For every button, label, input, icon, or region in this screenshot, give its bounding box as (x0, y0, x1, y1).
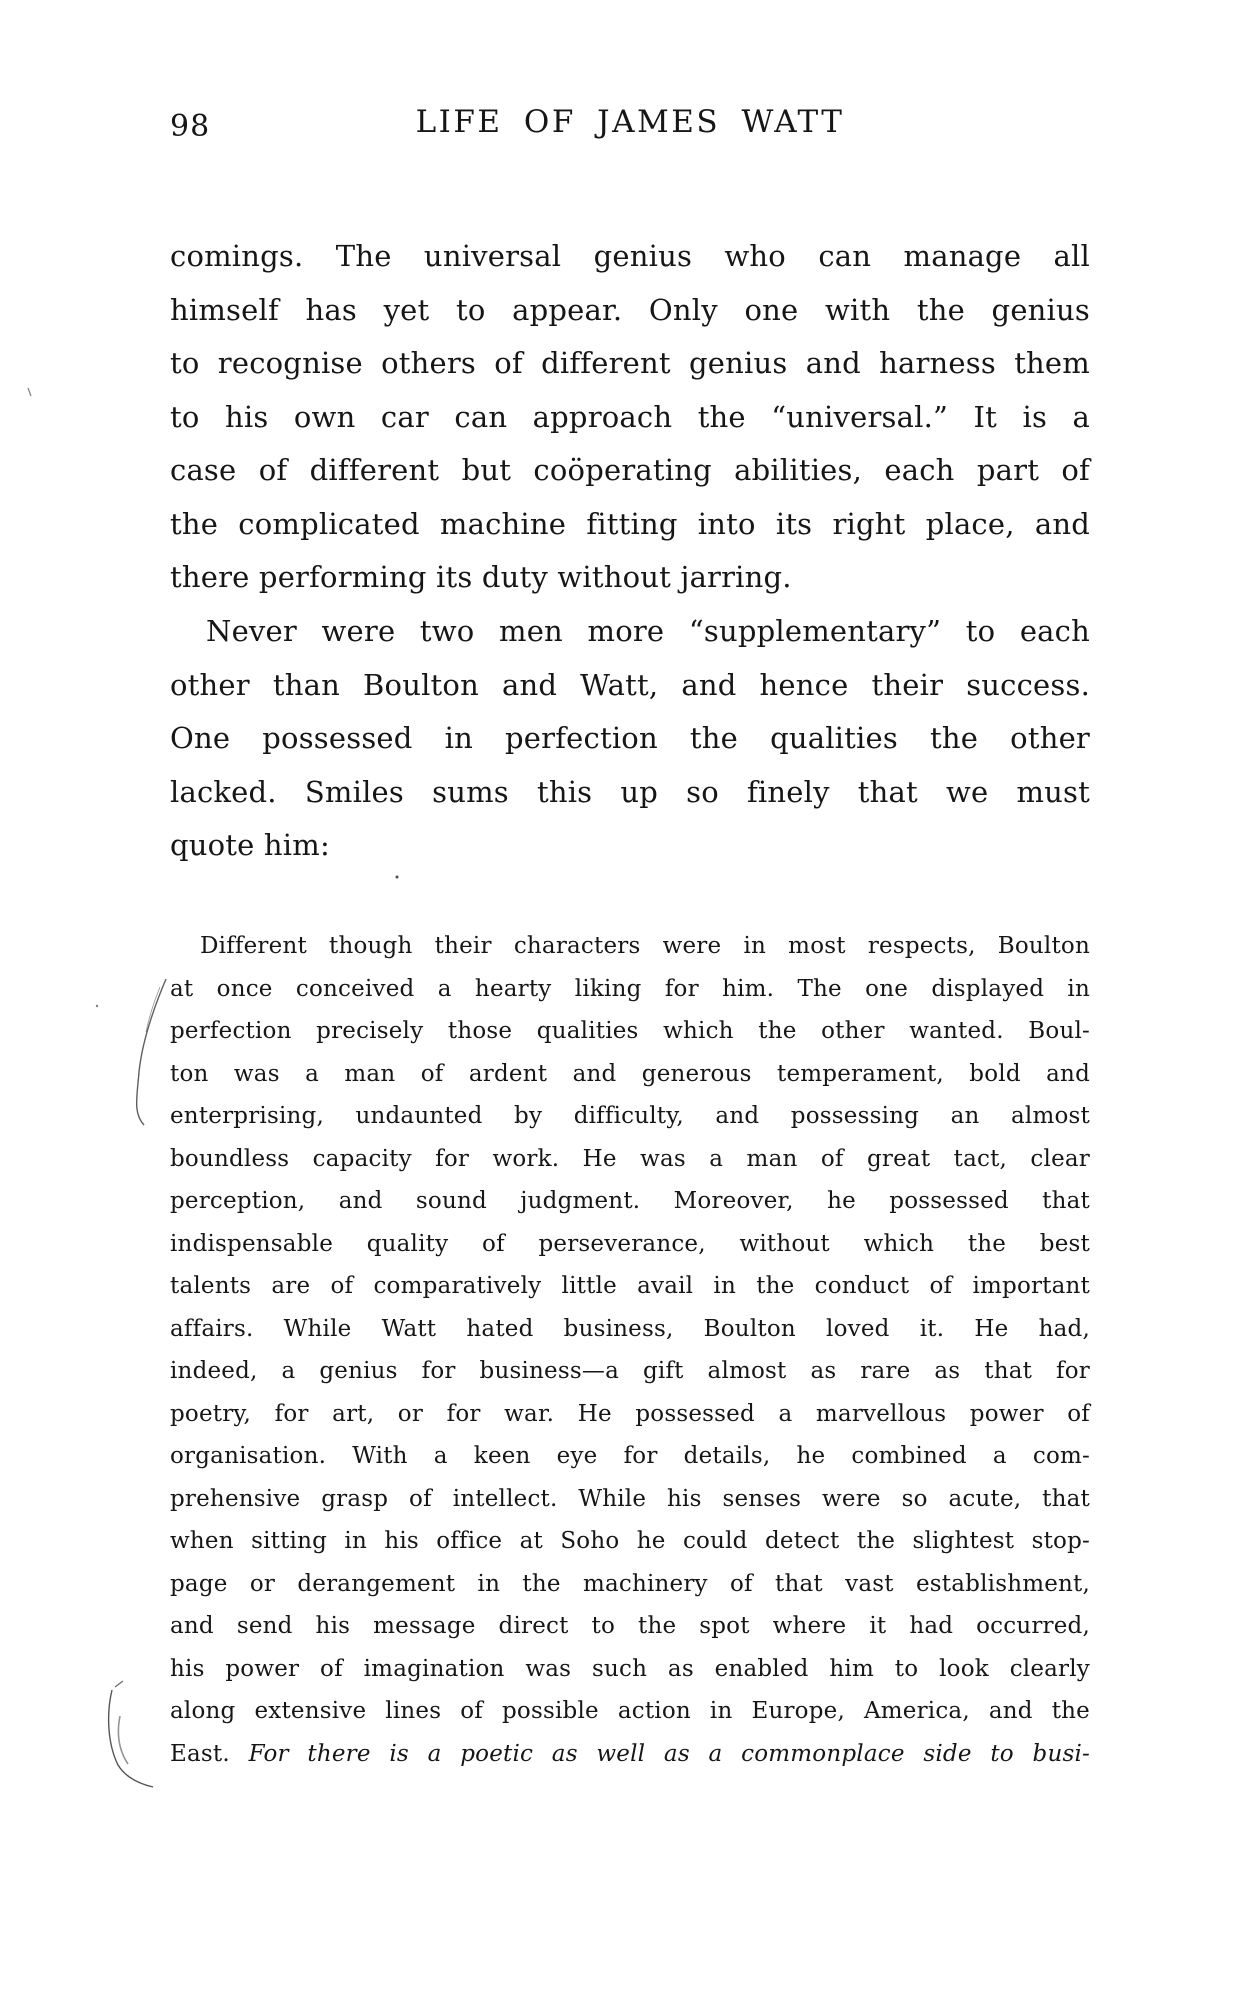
text-line: quote him: (170, 828, 330, 862)
text-line: perfection precisely those qualities which the other wanted. Boul- (170, 1018, 1090, 1044)
margin-pen-stroke-lower (109, 1690, 153, 1787)
text-line: page or derangement in the machinery of that vast establishment, (170, 1570, 1090, 1597)
edge-speck (28, 388, 31, 396)
text-line: One possessed in perfection the qualities the other (170, 721, 1090, 755)
pen-tick (115, 1681, 123, 1687)
text-line: comings. The universal genius who can manage all (170, 239, 1090, 273)
text-line: at once conceived a hearty liking for him. The one displayed in (170, 975, 1090, 1002)
text-line: talents are of comparatively little avail in the conduct of important (170, 1273, 1090, 1299)
ink-speck (96, 1005, 98, 1007)
text-line: the complicated machine fitting into its right place, and (170, 506, 1090, 541)
page-header (170, 104, 1090, 152)
block-quote (170, 925, 1090, 1775)
ink-dot (396, 876, 399, 879)
text-line: prehensive grasp of intellect. While his senses were so acute, that (170, 1485, 1090, 1512)
text-line: organisation. With a keen eye for details, he combined a com- (170, 1443, 1090, 1469)
running-title: LIFE OF JAMES WATT (415, 104, 845, 140)
text-line: ton was a man of ardent and generous temperament, bold and (170, 1060, 1090, 1087)
text-line: his power of imagination was such as enabled him to look clearly (170, 1655, 1090, 1682)
block-quote-lines (170, 925, 1090, 1733)
text-line: to his own car can approach the “universal.” It is a (170, 399, 1090, 434)
text-line: other than Boulton and Watt, and hence their success. (170, 667, 1090, 702)
text-line: perception, and sound judgment. Moreover, he possessed that (170, 1188, 1090, 1214)
text-line: enterprising, undaunted by difficulty, and possessing an almost (170, 1103, 1090, 1129)
text-line: boundless capacity for work. He was a man of great tact, clear (170, 1145, 1090, 1172)
quote-roman-fragment: East. (170, 1740, 230, 1767)
text-line: there performing its duty without jarring. (170, 560, 792, 594)
text-line: to recognise others of different genius and harness them (170, 346, 1090, 380)
text-line: himself has yet to appear. Only one with the genius (170, 292, 1090, 327)
margin-pen-stroke-upper-echo (146, 987, 160, 1032)
text-line: poetry, for art, or for war. He possessed a marvellous power of (170, 1400, 1090, 1427)
text-line: indispensable quality of perseverance, without which the best (170, 1230, 1090, 1257)
text-line: affairs. While Watt hated business, Boulton loved it. He had, (170, 1315, 1090, 1342)
text-line (170, 1733, 1090, 1776)
margin-pen-stroke-lower-echo (118, 1716, 128, 1764)
text-line: when sitting in his office at Soho he could detect the slightest stop- (170, 1528, 1090, 1554)
text-line: Never were two men more “supplementary” to each (206, 614, 1090, 648)
quote-italic-fragment: For there is a poetic as well as a commonplace side to busi- (248, 1740, 1090, 1767)
text-line: along extensive lines of possible action in Europe, America, and the (170, 1698, 1090, 1724)
margin-pen-stroke-upper (137, 979, 166, 1125)
text-line: indeed, a genius for business—a gift almost as rare as that for (170, 1358, 1090, 1384)
text-line: Different though their characters were in most respects, Boulton (200, 933, 1090, 959)
page-number: 98 (170, 109, 211, 144)
paragraph-1 (170, 230, 1090, 605)
paragraph-2 (170, 605, 1090, 873)
text-line: case of different but coöperating abilities, each part of (170, 453, 1090, 487)
text-line: lacked. Smiles sums this up so finely that we must (170, 774, 1090, 809)
text-line: and send his message direct to the spot where it had occurred, (170, 1613, 1090, 1639)
